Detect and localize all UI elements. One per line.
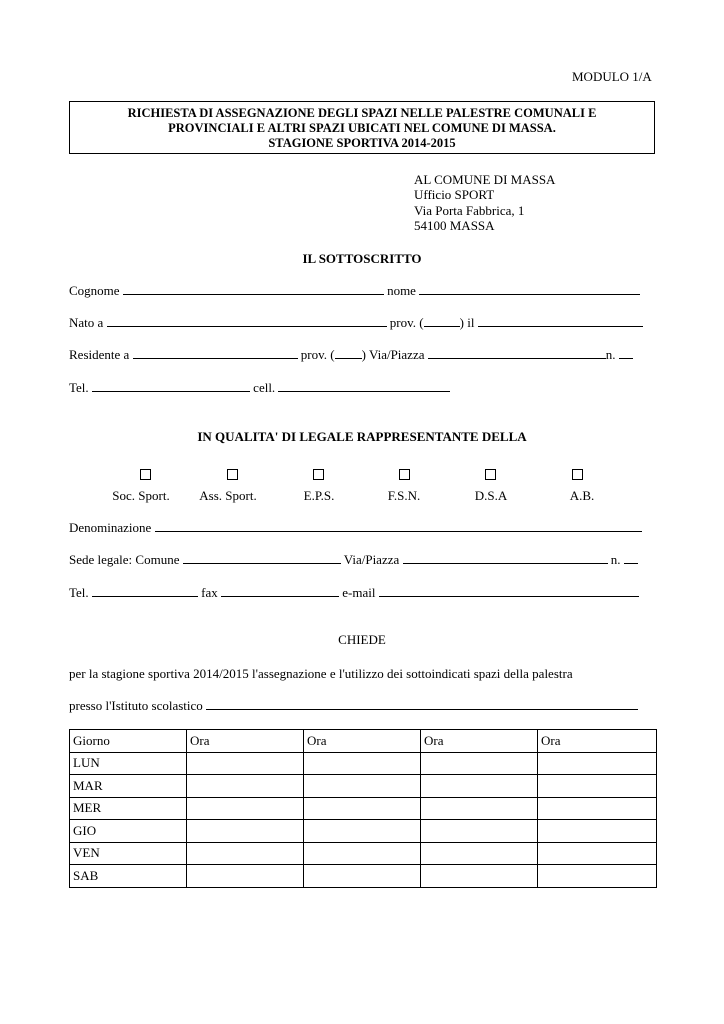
birthplace-label: Nato a [69,315,104,330]
org-fax-label: fax [201,585,218,600]
checkbox-ass-sport[interactable] [227,469,238,480]
surname-field[interactable] [123,283,384,295]
time-cell[interactable] [304,842,421,865]
name-field[interactable] [419,283,640,295]
time-cell[interactable] [304,865,421,888]
table-row [70,842,657,865]
day-cell-mar: MAR [70,775,187,798]
org-contacts-row [69,585,639,600]
recipient-line-1: AL COMUNE DI MASSA [414,172,556,187]
birthdate-field[interactable] [478,315,643,327]
table-row [70,775,657,798]
checkbox-eps[interactable] [313,469,324,480]
time-cell[interactable] [421,865,538,888]
entity-label-soc-sport: Soc. Sport. [112,488,170,503]
org-email-label: e-mail [342,585,376,600]
day-cell-lun: LUN [70,752,187,775]
table-row [70,820,657,843]
capacity-heading: IN QUALITA' DI LEGALE RAPPRESENTANTE DELLA [197,429,527,444]
entity-label-dsa: D.S.A [474,488,508,503]
time-cell[interactable] [304,775,421,798]
request-text: per la stagione sportiva 2014/2015 l'assegnazione e l'utilizzo dei sottoindicati spazi della palestra [69,666,573,681]
module-code: MODULO 1/A [572,69,652,84]
table-row [70,797,657,820]
name-label: nome [387,283,416,298]
residence-province-label: prov. ( [300,347,335,362]
title-line-2: PROVINCIALI E ALTRI SPAZI UBICATI NEL COMUNE DI MASSA. [168,121,556,135]
time-cell[interactable] [304,797,421,820]
header-time-1: Ora [187,730,304,753]
checkbox-dsa[interactable] [485,469,496,480]
residence-number-label: n. [605,347,616,362]
time-cell[interactable] [421,752,538,775]
time-cell[interactable] [538,842,657,865]
day-cell-sab: SAB [70,865,187,888]
header-day: Giorno [70,730,187,753]
schedule-table [69,729,657,888]
day-cell-ven: VEN [70,842,187,865]
residence-row [69,347,633,362]
school-row [69,698,638,713]
request-heading: CHIEDE [338,632,386,647]
entity-label-fsn: F.S.N. [387,488,421,503]
title-line-1: RICHIESTA DI ASSEGNAZIONE DEGLI SPAZI NELLE PALESTRE COMUNALI E [127,106,597,120]
checkbox-soc-sport[interactable] [140,469,151,480]
recipient-line-2: Ufficio SPORT [414,187,495,202]
time-cell[interactable] [421,797,538,820]
time-cell[interactable] [538,797,657,820]
time-cell[interactable] [187,842,304,865]
table-row [70,865,657,888]
header-time-2: Ora [304,730,421,753]
residence-number-field[interactable] [619,347,633,359]
checkbox-fsn[interactable] [399,469,410,480]
headquarters-row [69,552,638,567]
time-cell[interactable] [538,865,657,888]
org-fax-field[interactable] [221,585,339,597]
time-cell[interactable] [187,752,304,775]
residence-province-field[interactable] [335,347,362,359]
table-row [70,752,657,775]
phone-label: Tel. [69,380,89,395]
hq-street-field[interactable] [403,552,608,564]
phone-field[interactable] [92,380,250,392]
time-cell[interactable] [187,775,304,798]
recipient-line-4: 54100 MASSA [414,218,495,233]
header-time-4: Ora [538,730,657,753]
org-phone-label: Tel. [69,585,89,600]
title-line-3: STAGIONE SPORTIVA 2014-2015 [268,136,456,150]
residence-label: Residente a [69,347,130,362]
surname-label: Cognome [69,283,120,298]
time-cell[interactable] [187,820,304,843]
time-cell[interactable] [187,865,304,888]
time-cell[interactable] [187,797,304,820]
phone-row [69,380,450,395]
time-cell[interactable] [421,842,538,865]
time-cell[interactable] [538,820,657,843]
birth-province-label: prov. ( [389,315,424,330]
org-name-row [69,520,642,535]
school-field[interactable] [206,698,638,710]
time-cell[interactable] [421,820,538,843]
school-label: presso l'Istituto scolastico [69,698,203,713]
time-cell[interactable] [304,820,421,843]
org-name-field[interactable] [155,520,642,532]
form-title-box [69,101,655,154]
residence-street-label: ) Via/Piazza [361,347,425,362]
recipient-line-3: Via Porta Fabbrica, 1 [414,203,525,218]
hq-number-field[interactable] [624,552,638,564]
time-cell[interactable] [538,775,657,798]
checkbox-ab[interactable] [572,469,583,480]
entity-label-ass-sport: Ass. Sport. [199,488,257,503]
time-cell[interactable] [421,775,538,798]
schedule-header-row [70,730,657,753]
day-cell-mer: MER [70,797,187,820]
org-email-field[interactable] [379,585,639,597]
undersigned-heading: IL SOTTOSCRITTO [302,251,422,266]
org-name-label: Denominazione [69,520,152,535]
birthplace-field[interactable] [107,315,387,327]
time-cell[interactable] [304,752,421,775]
mobile-field[interactable] [278,380,450,392]
day-cell-gio: GIO [70,820,187,843]
hq-city-field[interactable] [183,552,341,564]
birth-row [69,315,643,330]
birth-province-field[interactable] [424,315,460,327]
residence-city-field[interactable] [133,347,298,359]
hq-city-label: Sede legale: Comune [69,552,180,567]
residence-street-field[interactable] [428,347,606,359]
birthdate-label: ) il [459,315,475,330]
org-phone-field[interactable] [92,585,198,597]
hq-number-label: n. [610,552,621,567]
time-cell[interactable] [538,752,657,775]
entity-label-eps: E.P.S. [303,488,335,503]
hq-street-label: Via/Piazza [343,552,400,567]
header-time-3: Ora [421,730,538,753]
mobile-label: cell. [253,380,276,395]
entity-label-ab: A.B. [569,488,595,503]
surname-name-row [69,283,640,298]
